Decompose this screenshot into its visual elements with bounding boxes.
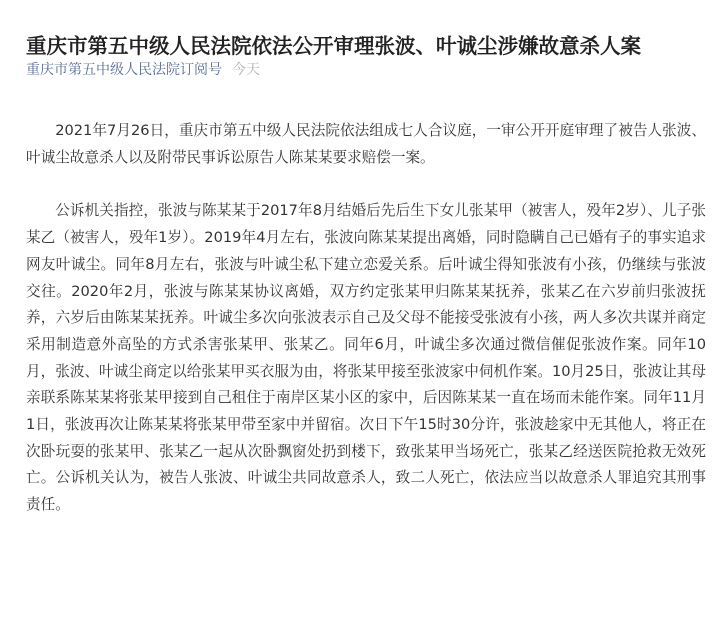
article-title: 重庆市第五中级人民法院依法公开审理张波、叶诚尘涉嫌故意杀人案 [26,33,641,58]
article-meta [26,60,260,80]
publish-date: 今天 [232,62,260,78]
account-name-link[interactable]: 重庆市第五中级人民法院订阅号 [26,62,222,78]
paragraph-1: 2021年7月26日，重庆市第五中级人民法院依法组成七人合议庭，一审公开开庭审理了被告人张波、叶诚尘故意杀人以及附带民事诉讼原告人陈某某要求赔偿一案。 [26,122,706,166]
paragraph-2: 公诉机关指控，张波与陈某某于2017年8月结婚后先后生下女儿张某甲（被害人，殁年2岁）、儿子张某乙（被害人，殁年1岁）。2019年4月左右，张波向陈某某提出离婚，同时隐瞒自己已婚有子的事实追求网友叶诚尘。同年8月左右，张波与叶诚尘私下建立恋爱关系。后叶诚尘得知张波有小孩，仍继续与张波交往。2020年2月，张波与陈某某协议离婚，双方约定张某甲归陈某某抚养，张某乙在六岁前归张波抚养，六岁后由陈某某抚养。叶诚尘多次向张波表示自己及父母不能接受张波有小孩，两人多次共谋并商定采用制造意外高坠的方式杀害张某甲、张某乙。同年6月，叶诚尘多次通过微信催促张波作案。同年10月，张波、叶诚尘商定以给张某甲买衣服为由，将张某甲接至张波家中伺机作案。10月25日，张波让其母亲联系陈某某将张某甲接到自己租住于南岸区某小区的家中，后因陈某某一直在场而未能作案。同年11月1日，张波再次让陈某某将张某甲带至家中并留宿。次日下午15时30分许，张波趁家中无其他人，将正在次卧玩耍的张某甲、张某乙一起从次卧飘窗处扔到楼下，致张某甲当场死亡，张某乙经送医院抢救无效死亡。公诉机关认为，被告人张波、叶诚尘共同故意杀人，致二人死亡，依法应当以故意杀人罪追究其刑事责任。 [26,202,706,514]
article-body [26,118,706,546]
